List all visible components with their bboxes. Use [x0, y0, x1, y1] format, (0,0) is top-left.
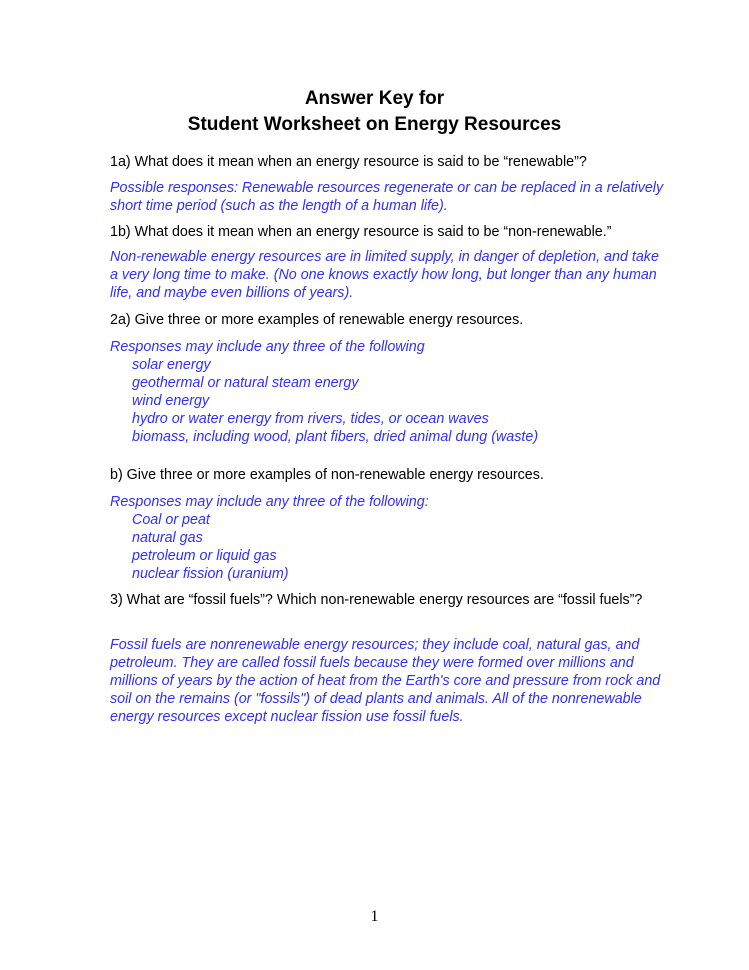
list-item: Coal or peat — [132, 512, 210, 528]
question-1a: 1a) What does it mean when an energy resource is said to be “renewable”? — [110, 154, 587, 170]
list-item: petroleum or liquid gas — [132, 548, 277, 564]
answer-3: Fossil fuels are nonrenewable energy resources; they include coal, natural gas, and petroleum. They are called fossil fuels because they were formed over millions and millions of years by the action of heat from the Earth's core and pressure from rock and soil on the remains (or "fossils") of dead plants and animals. All of the nonrenewable energy resources except nuclear fission use fossil fuels. — [110, 637, 661, 725]
question-2b: b) Give three or more examples of non-renewable energy resources. — [110, 467, 544, 483]
list-item: solar energy — [132, 357, 211, 373]
answer-1b: Non-renewable energy resources are in limited supply, in danger of depletion, and take a very long time to make. (No one knows exactly how long, but longer than any human life, and maybe even billions of years). — [110, 249, 659, 301]
title-line-2: Student Worksheet on Energy Resources — [187, 114, 562, 135]
list-item: natural gas — [132, 530, 203, 546]
list-item: biomass, including wood, plant fibers, dried animal dung (waste) — [132, 429, 539, 445]
question-2a: 2a) Give three or more examples of renewable energy resources. — [110, 312, 524, 328]
answer-2b-intro: Responses may include any three of the following: — [110, 494, 429, 510]
answer-2b — [110, 493, 670, 583]
list-item: geothermal or natural steam energy — [132, 375, 359, 391]
title-line-1: Answer Key for — [304, 88, 445, 109]
answer-2a-intro: Responses may include any three of the following — [110, 339, 425, 355]
answer-1a: Possible responses: Renewable resources regenerate or can be replaced in a relatively short time period (such as the length of a human life). — [110, 180, 664, 214]
question-1b: 1b) What does it mean when an energy resource is said to be “non-renewable.” — [110, 224, 612, 240]
list-item: hydro or water energy from rivers, tides, or ocean waves — [132, 411, 489, 427]
question-3: 3) What are “fossil fuels”? Which non-renewable energy resources are “fossil fuels”? — [110, 592, 643, 608]
list-item: nuclear fission (uranium) — [132, 566, 289, 582]
answer-2a — [110, 338, 670, 446]
page-number: 1 — [370, 908, 379, 925]
document-title — [0, 86, 749, 138]
list-item: wind energy — [132, 393, 210, 409]
